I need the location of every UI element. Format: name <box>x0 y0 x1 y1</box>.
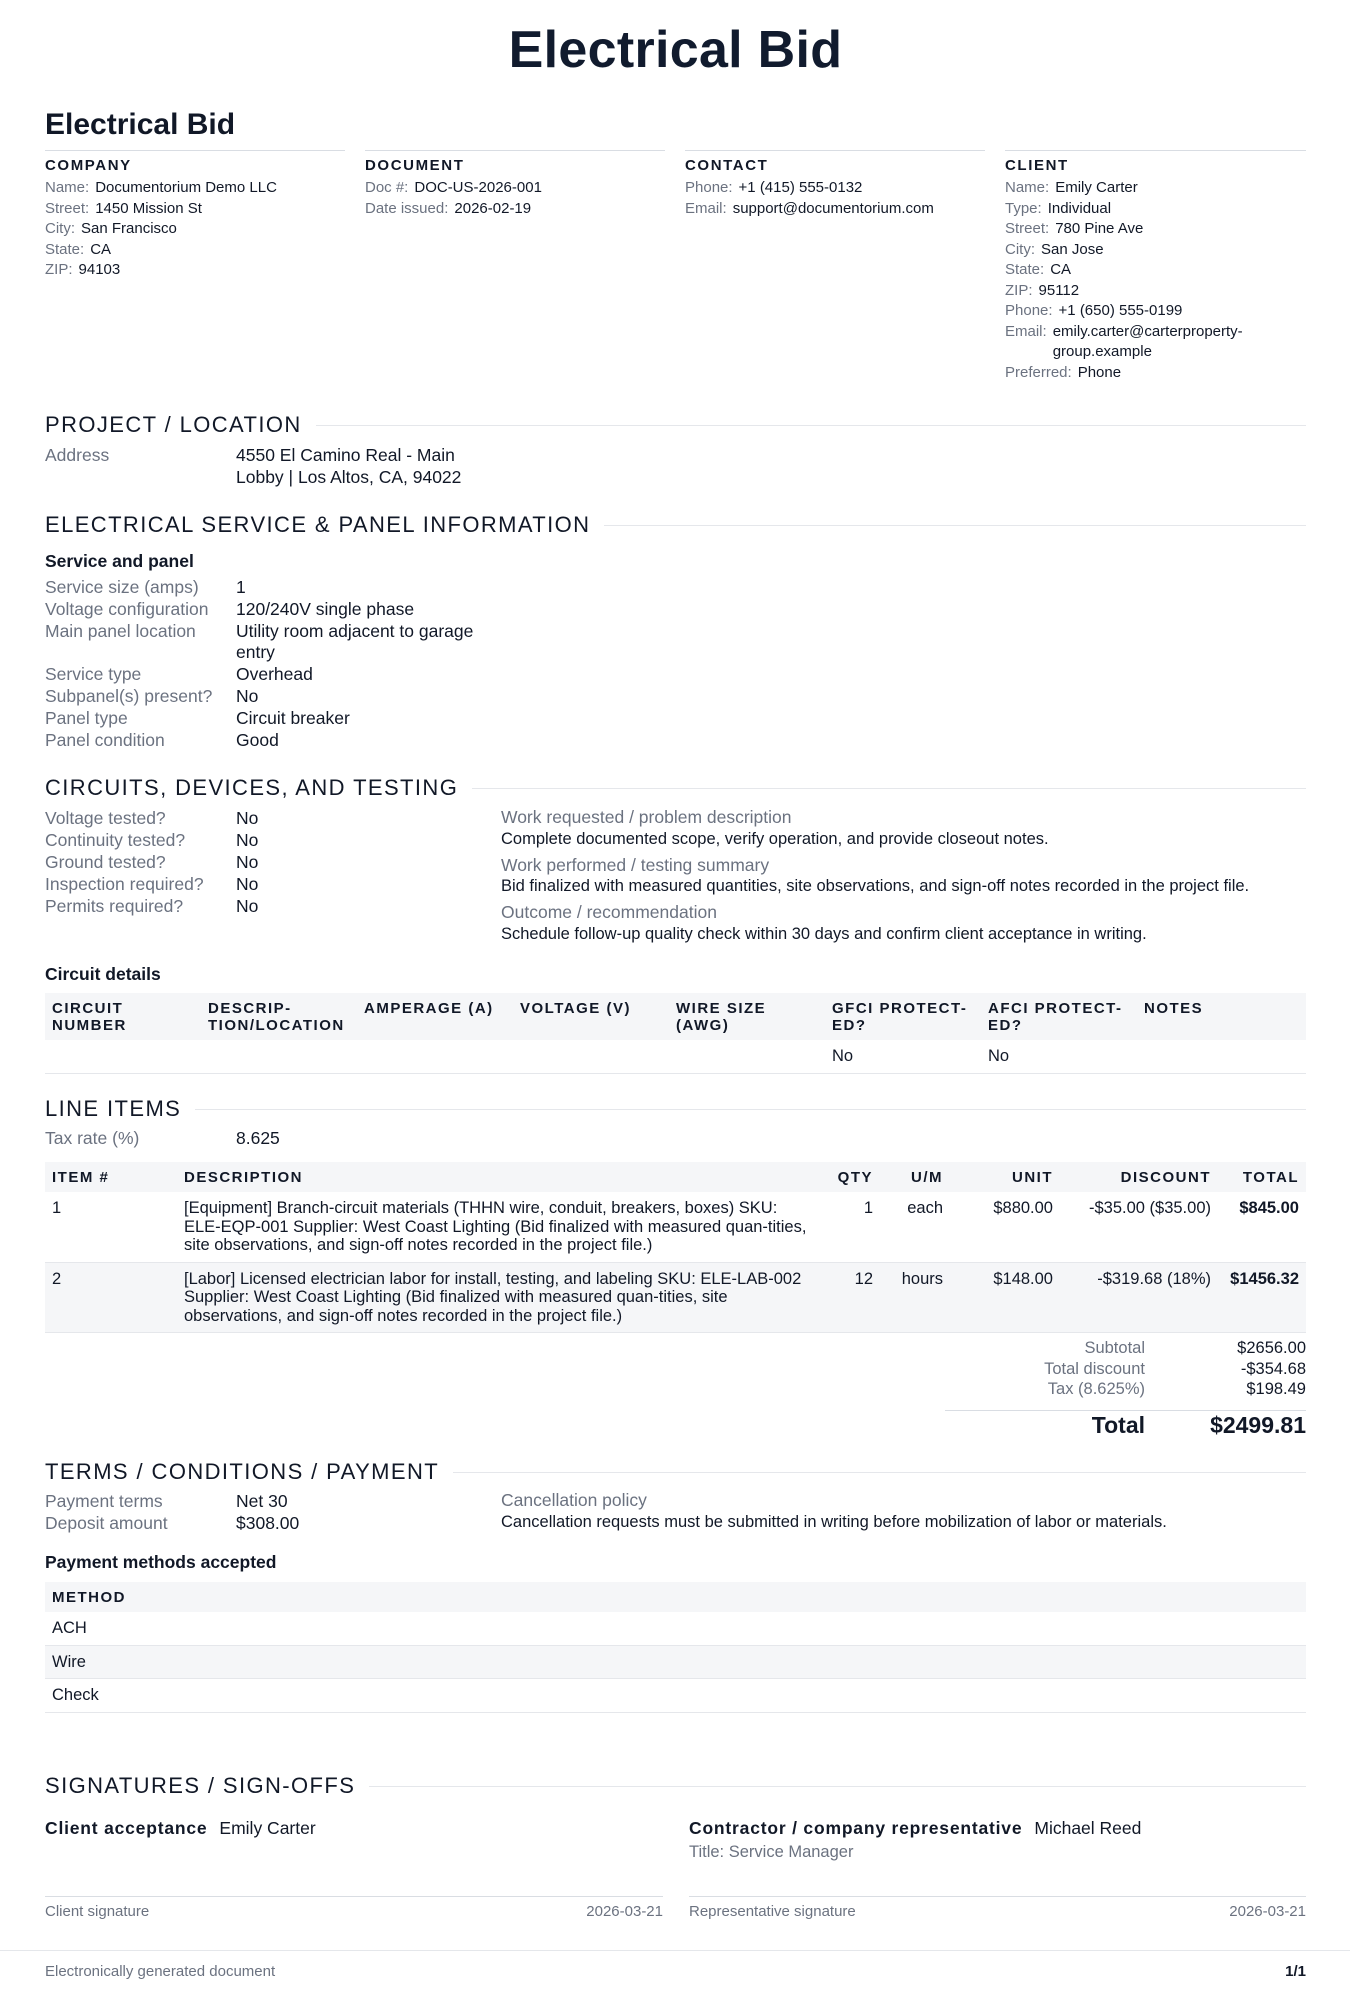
service-subheading: Service and panel <box>45 551 194 571</box>
client-heading: CLIENT <box>1005 157 1069 174</box>
column-header: AMPERAGE (A) <box>357 993 513 1040</box>
cancellation-label: Cancellation policy <box>501 1490 647 1510</box>
service-field: Subpanel(s) present? No <box>45 686 259 706</box>
client-name: Emily Carter <box>219 1818 316 1838</box>
column-header: DESCRIP-TION/LOCATION <box>201 993 357 1040</box>
project-section-heading: PROJECT / LOCATION <box>45 412 1306 438</box>
terms-field: Deposit amount $308.00 <box>45 1513 300 1533</box>
payment-methods-table <box>45 1582 1306 1713</box>
test-field: Continuity tested? No <box>45 830 259 850</box>
page-footer <box>45 1963 1306 1980</box>
cancellation-text: Cancellation requests must be submitted in writing before mobilization of labor or materials. <box>501 1513 1167 1531</box>
column-header: UNIT <box>950 1162 1060 1192</box>
company-field: State: CA <box>45 240 112 258</box>
work-performed-label: Work performed / testing summary <box>501 855 770 875</box>
client-field: City: San Jose <box>1005 240 1104 258</box>
company-block <box>45 150 345 281</box>
service-field: Panel type Circuit breaker <box>45 708 350 728</box>
client-field: Type: Individual <box>1005 199 1112 217</box>
service-field: Panel condition Good <box>45 730 279 750</box>
client-block <box>1005 150 1306 383</box>
client-field: State: CA <box>1005 261 1072 278</box>
test-field: Ground tested? No <box>45 852 259 872</box>
company-field: City: San Francisco <box>45 220 177 237</box>
contact-block <box>685 150 985 219</box>
rep-signature-footer: Representative signature 2026-03-21 <box>689 1903 1306 1920</box>
column-header: WIRE SIZE (AWG) <box>669 993 825 1040</box>
document-field: Date issued: 2026-02-19 <box>365 199 532 217</box>
document-block <box>365 150 665 219</box>
document-heading: DOCUMENT <box>365 157 465 174</box>
rep-title: Title: Service Manager <box>689 1843 854 1861</box>
line-items-section-heading: LINE ITEMS <box>45 1096 1306 1122</box>
terms-section-heading: TERMS / CONDITIONS / PAYMENT <box>45 1459 1306 1485</box>
column-header: DESCRIPTION <box>177 1162 825 1192</box>
contact-heading: CONTACT <box>685 157 769 174</box>
circuit-details-heading: Circuit details <box>45 964 161 984</box>
outcome-label: Outcome / recommendation <box>501 902 717 922</box>
column-header: QTY <box>825 1162 880 1192</box>
table-row: Check <box>45 1679 1306 1713</box>
client-signature-footer: Client signature 2026-03-21 <box>45 1903 663 1920</box>
service-field: Service size (amps) 1 <box>45 577 246 597</box>
client-signature-line[interactable] <box>45 1896 663 1897</box>
column-header: VOLTAGE (V) <box>513 993 669 1040</box>
contractor-label: Contractor / company representative Michael Reed <box>689 1818 1142 1838</box>
client-field: Street: 780 Pine Ave <box>1005 220 1144 237</box>
column-header: ITEM # <box>45 1162 177 1192</box>
table-row: ACH <box>45 1612 1306 1645</box>
line-items-table <box>45 1162 1306 1333</box>
grand-total-row: Total $2499.81 <box>945 1410 1306 1436</box>
circuits-section-heading: CIRCUITS, DEVICES, AND TESTING <box>45 775 1306 801</box>
work-requested-text: Complete documented scope, verify operation, and provide closeout notes. <box>501 830 1049 848</box>
test-field: Inspection required? No <box>45 874 259 894</box>
totals-block <box>945 1338 1306 1438</box>
discount-row: Total discount -$354.68 <box>1044 1359 1306 1378</box>
company-field: Street: 1450 Mission St <box>45 199 202 217</box>
outcome-text: Schedule follow-up quality check within 30 days and confirm client acceptance in writing. <box>501 925 1147 943</box>
table-row: 1 [Equipment] Branch-circuit materials (THHN wire, conduit, breakers, boxes) SKU: ELE-EQP-001 Supplier: West Coast Lighting (Bid finalized with measured quan-tities, site observations, and sign-off notes recorded in the project file.) 1 each $880.00 -$35.00 ($35.00) $845.00 <box>45 1192 1306 1262</box>
contact-field: Email: support@documentorium.com <box>685 199 934 217</box>
rep-name: Michael Reed <box>1034 1818 1142 1838</box>
column-header: U/M <box>880 1162 950 1192</box>
page-number: 1/1 <box>1285 1963 1306 1980</box>
document-field: Doc #: DOC-US-2026-001 <box>365 179 542 196</box>
column-header: CIRCUIT NUMBER <box>45 993 201 1040</box>
client-field: ZIP: 95112 <box>1005 281 1080 299</box>
service-field: Voltage configuration 120/240V single phase <box>45 599 415 619</box>
client-field: Phone: +1 (650) 555-0199 <box>1005 302 1183 319</box>
column-header: TOTAL <box>1218 1162 1306 1192</box>
client-field: Name: Emily Carter <box>1005 179 1138 196</box>
column-header: METHOD <box>45 1582 1306 1612</box>
column-header: DISCOUNT <box>1060 1162 1218 1192</box>
client-field: Email: emily.carter@carterproperty-group.example <box>1005 322 1243 360</box>
column-header: GFCI PROTECT-ED? <box>825 993 981 1040</box>
document-subtitle: Electrical Bid <box>45 108 236 141</box>
info-columns <box>45 150 1306 390</box>
service-field: Main panel location Utility room adjacent to garage entry <box>45 621 474 662</box>
footer-divider <box>0 1950 1350 1951</box>
tax-rate-field: Tax rate (%) 8.625 <box>45 1128 280 1148</box>
subtotal-row: Subtotal $2656.00 <box>1084 1339 1306 1357</box>
contact-field: Phone: +1 (415) 555-0132 <box>685 179 863 196</box>
circuit-details-table <box>45 993 1306 1074</box>
work-performed-text: Bid finalized with measured quantities, site observations, and sign-off notes recorded in the project file. <box>501 877 1250 895</box>
client-field: Preferred: Phone <box>1005 363 1122 381</box>
terms-field: Payment terms Net 30 <box>45 1491 288 1511</box>
client-acceptance-label: Client acceptance Emily Carter <box>45 1818 316 1838</box>
table-row: 2 [Labor] Licensed electrician labor for install, testing, and labeling SKU: ELE-LAB-002 Supplier: West Coast Lighting (Bid finalized with measured quan-tities, site observations, and sign-off notes recorded in the project file.) 12 hours $148.00 -$319.68 (18%) $1456.32 <box>45 1262 1306 1333</box>
company-heading: COMPANY <box>45 157 132 174</box>
service-section-heading: ELECTRICAL SERVICE & PANEL INFORMATION <box>45 512 1306 538</box>
test-field: Permits required? No <box>45 896 259 916</box>
work-requested-label: Work requested / problem description <box>501 807 792 827</box>
service-field: Service type Overhead <box>45 664 313 684</box>
tax-row: Tax (8.625%) $198.49 <box>1047 1380 1306 1398</box>
company-field: Name: Documentorium Demo LLC <box>45 179 277 196</box>
company-field: ZIP: 94103 <box>45 261 121 278</box>
column-header: NOTES <box>1137 993 1306 1040</box>
footer-note: Electronically generated document <box>45 1963 276 1980</box>
table-row: No No <box>45 1040 1306 1073</box>
payment-methods-heading: Payment methods accepted <box>45 1552 277 1572</box>
table-row: Wire <box>45 1645 1306 1679</box>
signatures-section-heading: SIGNATURES / SIGN-OFFS <box>45 1773 1306 1799</box>
project-address: Address 4550 El Camino Real - Main Lobby | Los Altos, CA, 94022 <box>45 445 462 487</box>
rep-signature-line[interactable] <box>689 1896 1306 1897</box>
column-header: AFCI PROTECT-ED? <box>981 993 1137 1040</box>
document-main-title: Electrical Bid <box>508 21 843 79</box>
test-field: Voltage tested? No <box>45 808 259 828</box>
